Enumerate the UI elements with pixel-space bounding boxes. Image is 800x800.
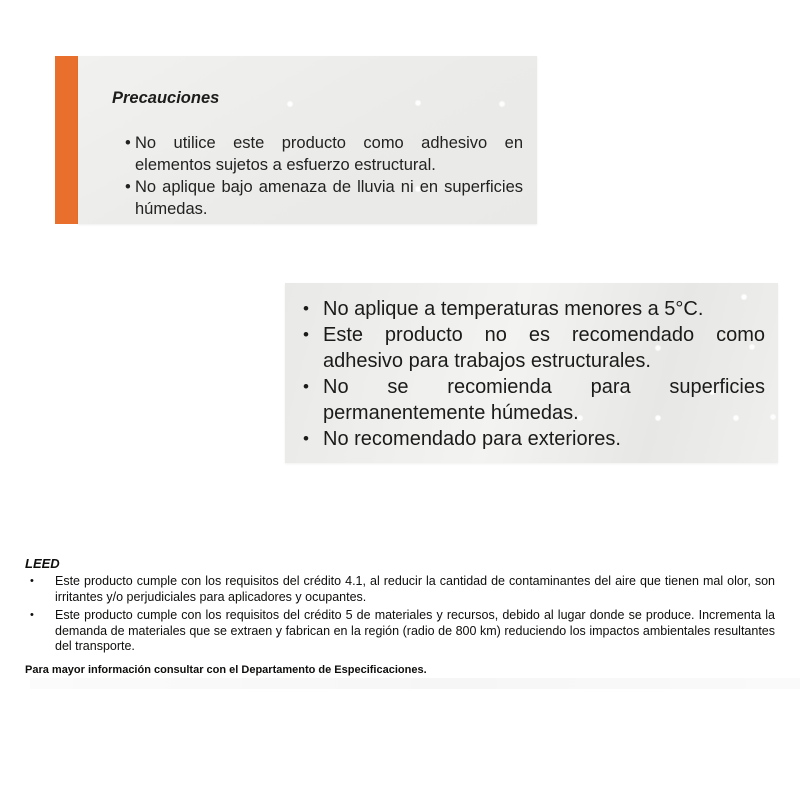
- leed-bullet-list: [25, 574, 775, 655]
- bullet-item: [303, 374, 765, 426]
- bullet-text: No se recomienda para superficies permanentemente húmedas.: [323, 376, 765, 424]
- orange-accent-bar: [55, 56, 78, 224]
- bullet-marker: •: [303, 325, 309, 344]
- precautions-panel: [78, 56, 537, 224]
- bullet-marker: •: [303, 429, 309, 448]
- bullet-item: [112, 176, 523, 220]
- bullet-marker: •: [125, 178, 131, 196]
- bullet-text: Este producto cumple con los requisitos del crédito 4.1, al reducir la cantidad de contaminantes del aire que tienen mal olor, son irritantes y/o perjudiciales para aplicadores y ocupantes.: [55, 574, 775, 604]
- leed-section: [25, 556, 775, 677]
- bullet-text: No utilice este producto como adhesivo en elementos sujetos a esfuerzo estructural.: [135, 134, 523, 174]
- bullet-text: Este producto cumple con los requisitos del crédito 5 de materiales y recursos, debido al lugar donde se produce. Incrementa la demanda de materiales que se extraen y fabrican en la región (radio de 800 km) reduciendo los impactos ambientales resultantes del transporte.: [55, 608, 775, 653]
- bullet-marker: •: [30, 609, 34, 621]
- bullet-item: [112, 132, 523, 176]
- bullet-item: [303, 322, 765, 374]
- application-bullet-list: [303, 296, 765, 452]
- precautions-title: Precauciones: [112, 89, 220, 107]
- bullet-marker: •: [303, 299, 309, 318]
- bullet-marker: •: [30, 575, 34, 587]
- bullet-text: No recomendado para exteriores.: [323, 428, 621, 450]
- leed-footnote: Para mayor información consultar con el Departamento de Especificaciones.: [25, 663, 427, 676]
- bullet-item: [303, 296, 765, 322]
- bullet-item: [303, 426, 765, 452]
- background-texture-band: [30, 678, 800, 689]
- bullet-marker: •: [303, 377, 309, 396]
- bullet-item: [25, 608, 775, 655]
- leed-title: LEED: [25, 556, 60, 571]
- bullet-marker: •: [125, 134, 131, 152]
- application-notes-panel: [285, 283, 778, 463]
- precautions-bullet-list: [112, 132, 523, 220]
- bullet-text: No aplique bajo amenaza de lluvia ni en superficies húmedas.: [135, 178, 523, 218]
- bullet-text: Este producto no es recomendado como adhesivo para trabajos estructurales.: [323, 324, 765, 372]
- bullet-item: [25, 574, 775, 605]
- bullet-text: No aplique a temperaturas menores a 5°C.: [323, 298, 704, 320]
